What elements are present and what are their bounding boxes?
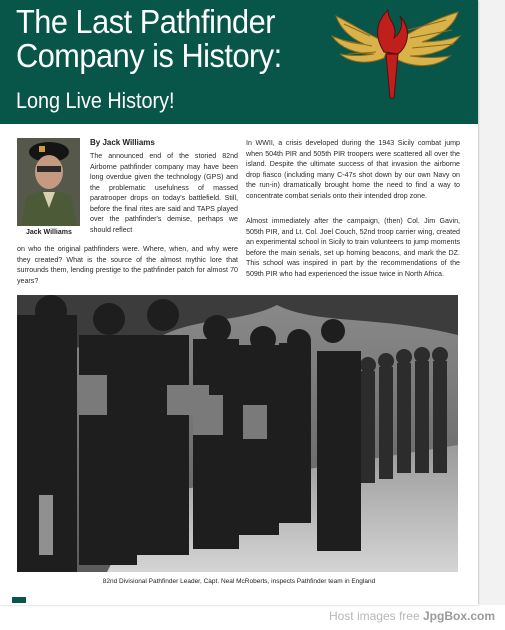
body-paragraph: The announced end of the storied 82nd Airborne pathfinder company may have been long overdue given the technology (GPS) and the problematic usefulness of massed paratrooper drops on today's battlefield. Still, before the final rites are said and TAPS played over the pathfinder's demise, perhaps we should reflect	[90, 152, 238, 234]
title-line-2: Company is History:	[16, 37, 282, 74]
historical-photo-image	[17, 295, 458, 572]
pathfinder-team-photo	[17, 295, 458, 572]
patch-torch-handle	[386, 54, 398, 98]
patch-torch-flame	[378, 10, 408, 54]
byline: By Jack Williams	[90, 138, 155, 147]
title-line-1: The Last Pathfinder	[16, 3, 276, 40]
body-column-2-top	[246, 138, 460, 201]
author-caption: Jack Williams	[26, 229, 72, 236]
article-header	[0, 0, 478, 124]
body-paragraph: In WWII, a crisis developed during the 1943 Sicily combat jump when 504th PIR and 505th PIR troopers were scattered all over the island. Despite the ultimate success of that invasion the airborne drop fiasco (including many C-47s shot down by our own Navy on the run-in) dramatically brought home the need to find a way to concentrate combat serials onto their intended drop zone.	[246, 139, 460, 200]
body-paragraph: on who the original pathfinders were. Where, when, and why were they created? What is the source of the almost mythic lore that surrounds them, lending prestige to the pathfinder patch for almost 70 years?	[17, 245, 238, 285]
host-watermark	[329, 609, 495, 623]
viewer-side-gutter	[480, 0, 505, 605]
watermark-brand: JpgBox.com	[422, 609, 495, 623]
folio-marker	[12, 597, 26, 603]
body-paragraph: Almost immediately after the campaign, (then) Col. Jim Gavin, 505th PIR, and Lt. Col. Joel Couch, 52nd troop carrier wing, created an experimental school in Sicily to train volunteers to jump moments before the main serials, set up homing beacons, and mark the DZ. This school was inspired in part by the recommendations of the 509th PIR who had experienced the issue twice in North Africa.	[246, 217, 460, 278]
photo-caption: 82nd Divisional Pathfinder Leader, Capt. Neal McRoberts, inspects Pathfinder team in England	[102, 578, 376, 585]
article-title	[16, 5, 304, 73]
watermark-prefix: Host images free	[328, 609, 423, 623]
author-photo	[17, 138, 80, 226]
body-column-2-bottom	[246, 216, 460, 279]
body-column-1-bottom	[17, 244, 238, 286]
article-subtitle: Long Live History!	[16, 88, 175, 113]
author-portrait-image	[17, 138, 80, 226]
body-column-1-top	[90, 151, 238, 235]
pathfinder-patch-emblem	[318, 6, 464, 102]
